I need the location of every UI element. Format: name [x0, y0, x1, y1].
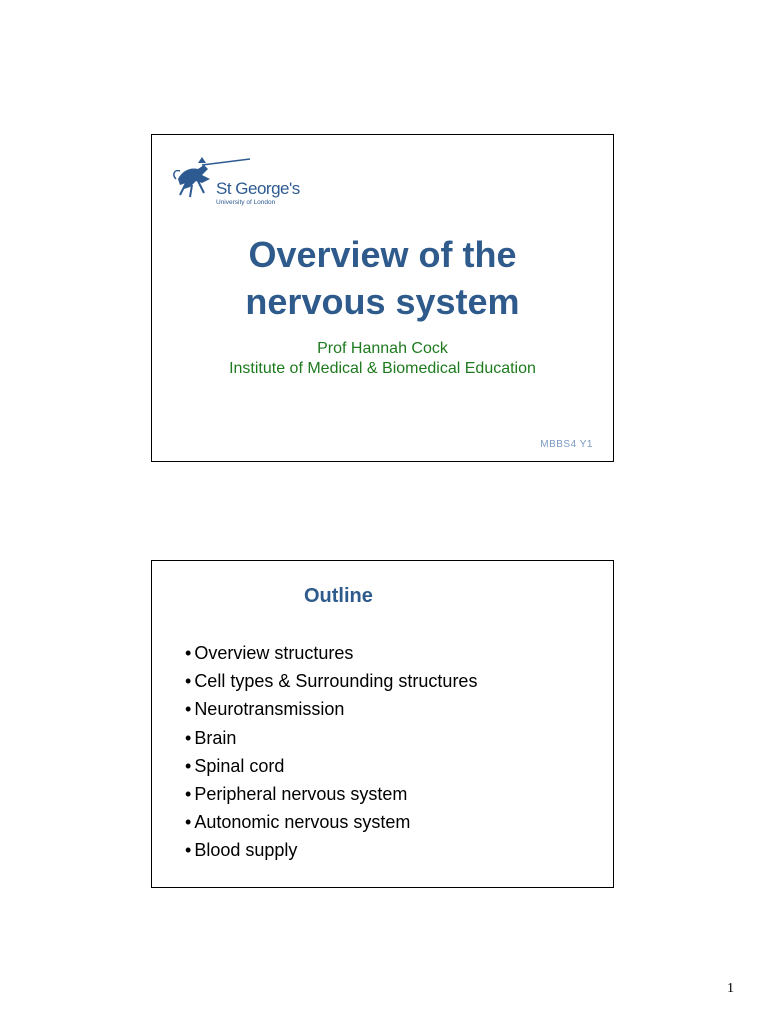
institute-name: Institute of Medical & Biomedical Education: [229, 360, 536, 377]
slide-title-text: [152, 231, 613, 325]
title-line-2: nervous system: [245, 281, 520, 322]
logo-subtitle: University of London: [216, 199, 276, 206]
author-name: Prof Hannah Cock: [317, 340, 448, 357]
course-code: MBBS4 Y1: [540, 439, 593, 450]
list-item: • Spinal cord: [185, 752, 477, 780]
outline-list: [185, 639, 477, 865]
title-line-1: Overview of the: [248, 234, 517, 275]
page-number: 1: [727, 981, 734, 996]
list-item: • Blood supply: [185, 836, 477, 864]
slide-outline: [151, 560, 614, 888]
list-item: • Neurotransmission: [185, 695, 477, 723]
list-item: • Overview structures: [185, 639, 477, 667]
outline-heading: Outline: [304, 585, 373, 607]
author-block: [152, 339, 613, 379]
list-item: • Peripheral nervous system: [185, 780, 477, 808]
list-item: • Brain: [185, 724, 477, 752]
slide-title: [151, 134, 614, 462]
list-item: • Autonomic nervous system: [185, 808, 477, 836]
logo-name: St George's: [216, 179, 300, 198]
list-item: • Cell types & Surrounding structures: [185, 667, 477, 695]
st-georges-logo: [172, 153, 302, 213]
